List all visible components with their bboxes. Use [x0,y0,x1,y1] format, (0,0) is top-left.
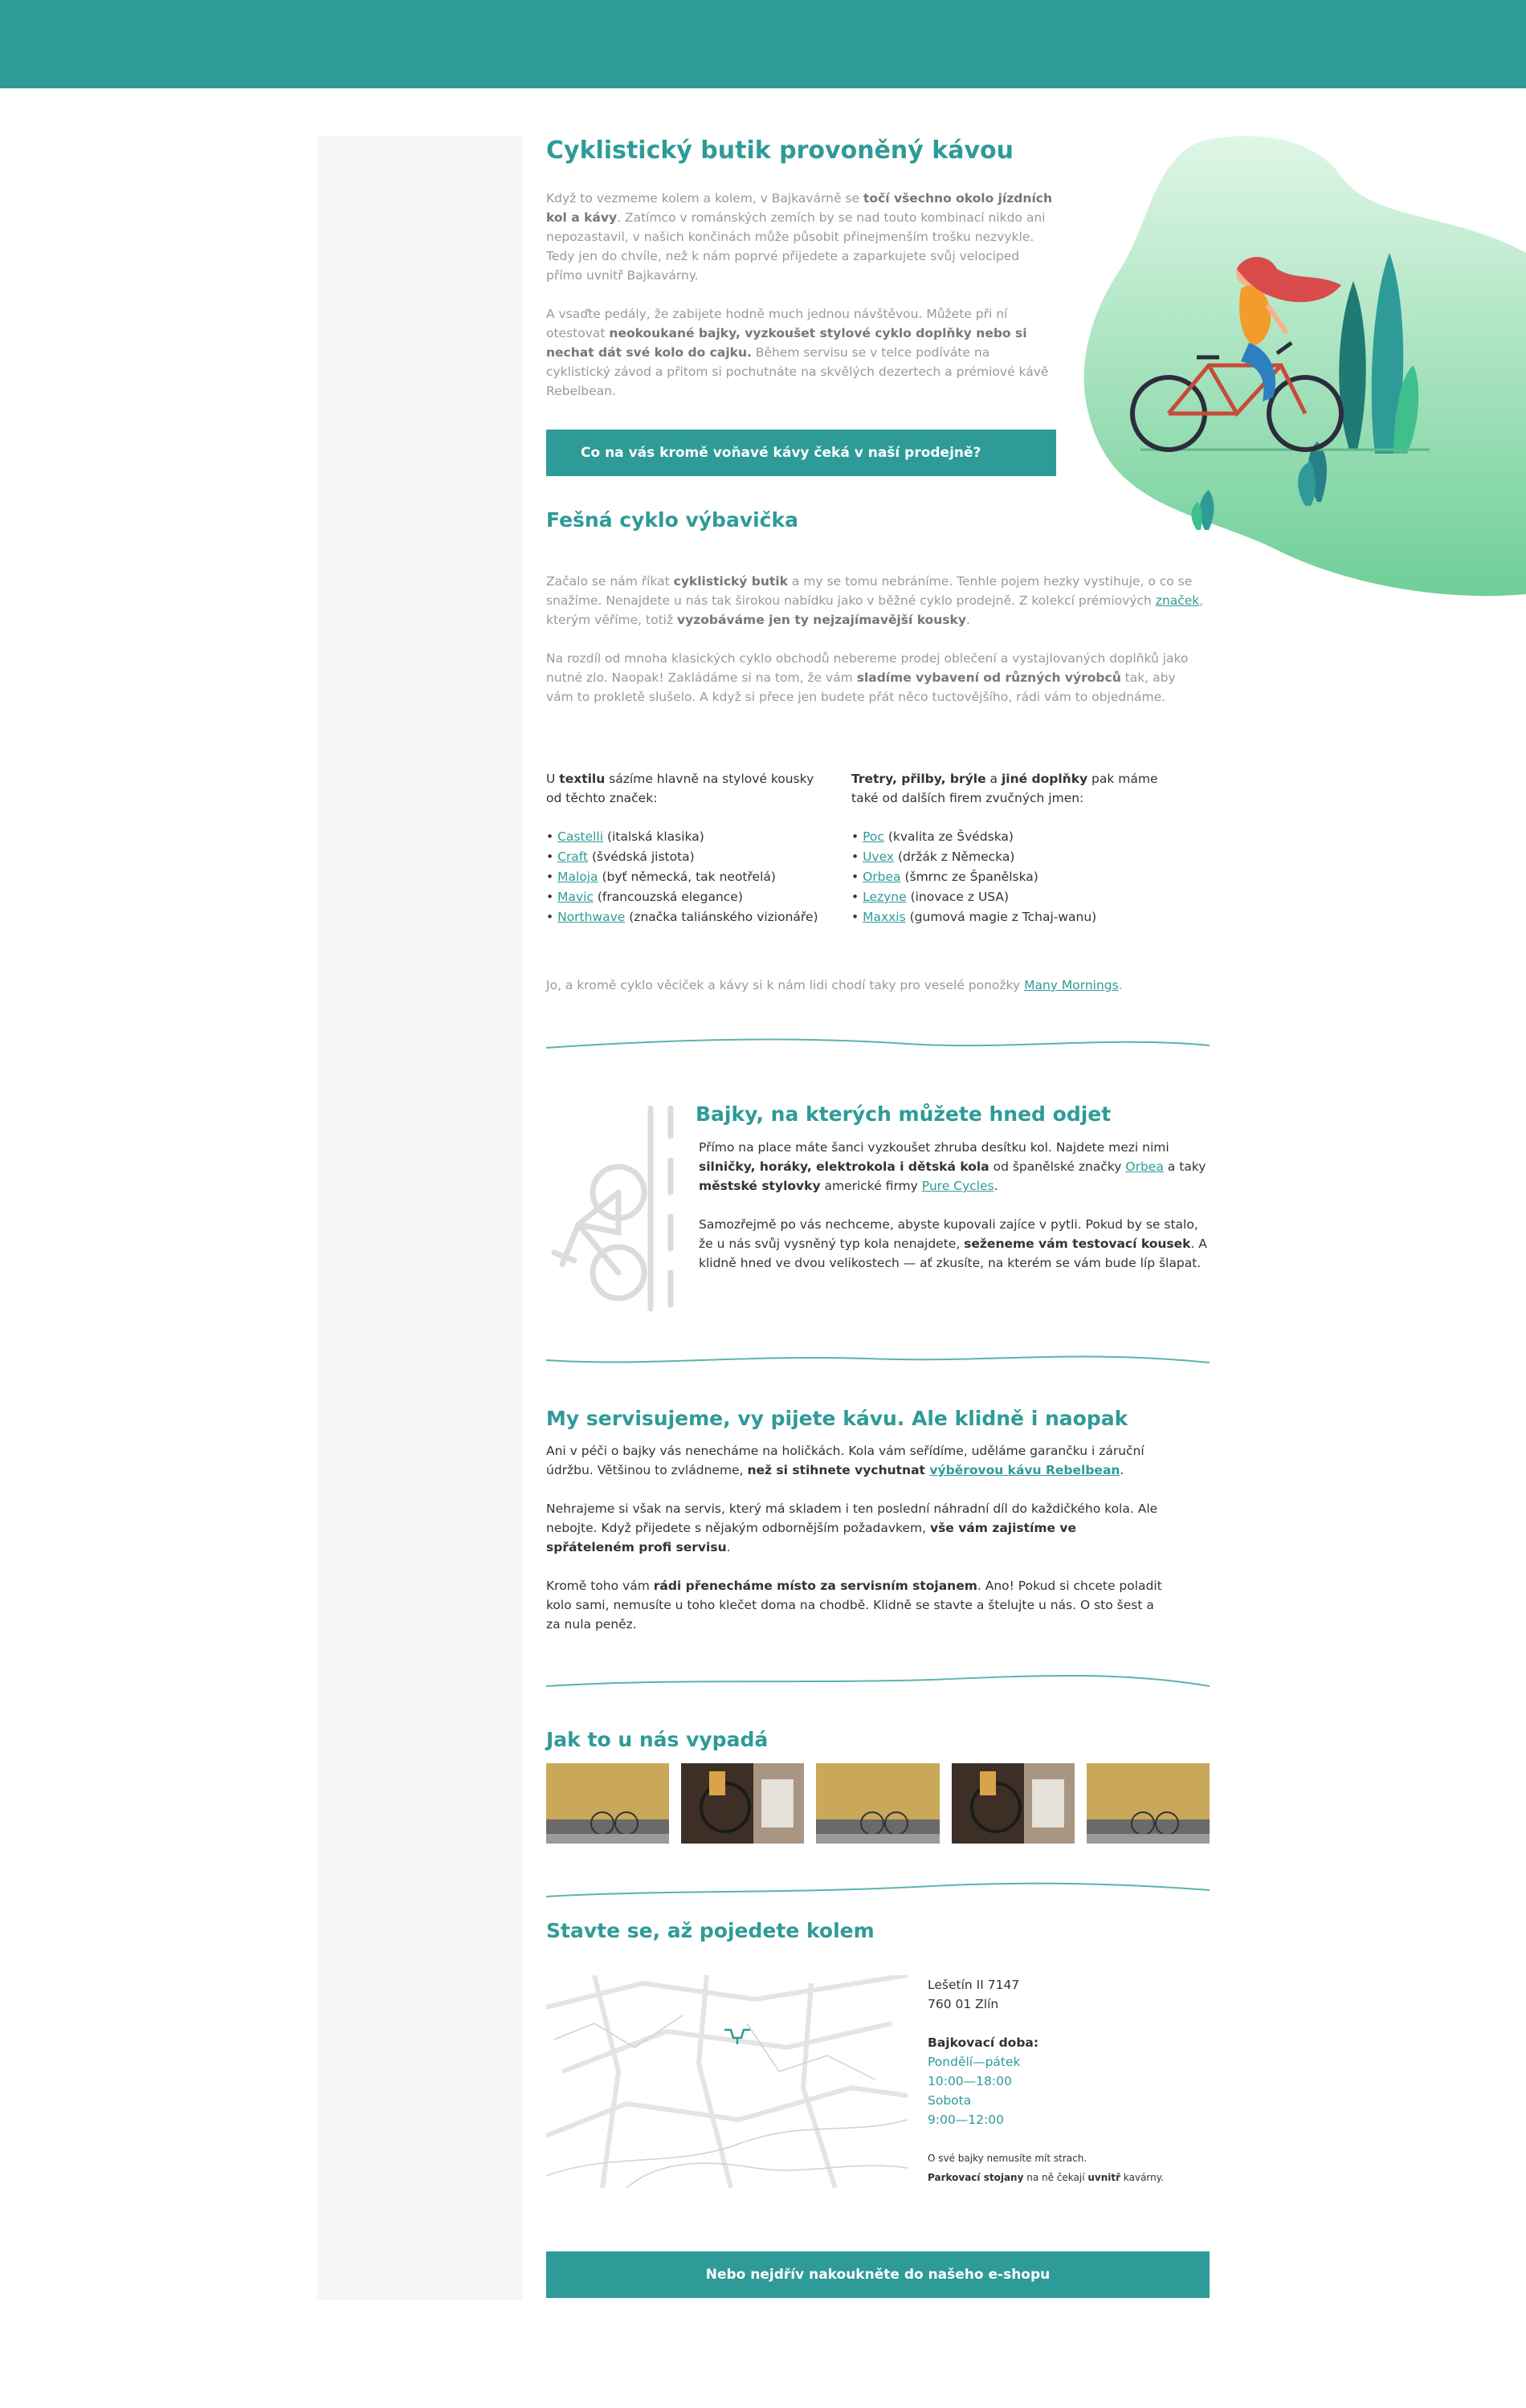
intro-paragraph-1: Když to vezmeme kolem a kolem, v Bajkavárně se točí všechno okolo jízdních kol a kávy. Zatímco v románských zemích by se nad touto kombinací nikdo ani nepozastavil, v našich končinách může působit přinejmenším trošku nezvykle. Tedy jen do chvíle, než k nám poprvé přijedete a zaparkujete svůj velociped přímo uvnitř Bajkavárny. [546,191,1052,283]
opening-time-weekday: 10:00—18:00 [928,2074,1012,2088]
visit-section-title: Stavte se, až pojedete kolem [546,1919,875,1942]
brand-list-item [546,847,827,867]
service-section-title: My servisujeme, vy pijete kávu. Ale klidně i naopak [546,1407,1128,1430]
brand-link[interactable]: Castelli [557,829,604,844]
service-paragraph-2: Nehrajeme si však na servis, který má skladem i ten poslední náhradní díl do každičkého kola. Ale nebojte. Když přijedete s nějakým odbornějším požadavkem, vše vám zajistíme ve spřáteleném profi servisu. [546,1501,1158,1554]
brands-link[interactable]: značek [1155,593,1200,608]
bullet: • [851,850,863,864]
wave-divider [546,1343,1210,1375]
address-line-1: Lešetín II 7147 [928,1978,1020,1992]
brand-description: (šmrnc ze Španělska) [900,870,1038,884]
brand-link[interactable]: Northwave [557,910,626,924]
brand-link[interactable]: Poc [863,829,884,844]
bike-parking-icon [546,1104,683,1313]
intro-text [546,189,1056,401]
brand-list-item [851,827,1173,847]
opening-days-weekday: Pondělí—pátek [928,2055,1021,2069]
parking-note-2: Parkovací stojany na ně čekají uvnitř kavárny. [928,2172,1164,2183]
brand-list-item [546,827,827,847]
intro-paragraph-2: A vsaďte pedály, že zabijete hodně much jednou návštěvou. Můžete při ní otestovat neokoukané bajky, vyzkoušet stylové cyklo doplňky nebo si nechat dát své kolo do cajku. Během servisu se v telce podíváte na cyklistický závod a přitom si pochutnáte na skvělých dezertech a prémiové kávě Rebelbean. [546,307,1049,398]
brand-description: (značka taliánského vizionáře) [625,910,818,924]
gallery-photo-shopfront[interactable] [816,1763,939,1844]
orbea-link[interactable]: Orbea [1125,1159,1164,1174]
bullet: • [851,910,863,924]
brand-description: (gumová magie z Tchaj-wanu) [905,910,1097,924]
bikes-section-title: Bajky, na kterých můžete hned odjet [696,1102,1112,1126]
rebelbean-link[interactable]: výběrovou kávu Rebelbean [929,1463,1120,1477]
wave-divider [546,1028,1210,1060]
brand-link[interactable]: Craft [557,850,589,864]
many-mornings-link[interactable]: Many Mornings [1024,978,1119,992]
gear-text [546,572,1205,707]
brand-description: (francouzská elegance) [593,890,743,904]
bullet: • [851,890,863,904]
brand-list-item [546,887,827,907]
gallery-photo-interior[interactable] [952,1763,1075,1844]
brand-link[interactable]: Maloja [557,870,598,884]
brand-link[interactable]: Uvex [863,850,895,864]
bullet: • [851,829,863,844]
service-paragraph-1: Ani v péči o bajky vás nenecháme na holičkách. Kola vám seřídíme, uděláme garančku i záruční údržbu. Většinou to zvládneme, než si stihnete vychutnat výběrovou kávu Rebelbean. [546,1444,1144,1477]
service-paragraph-3: Kromě toho vám rádi přenecháme místo za servisním stojanem. Ano! Pokud si chcete poladit kolo sami, nemusíte u toho klečet doma na chodbě. Klidně se stavte a štelujte u nás. O sto šest a za nula peněz. [546,1579,1162,1632]
top-header-bar [0,0,1526,88]
bullet: • [546,890,558,904]
bullet: • [851,870,863,884]
brand-description: (byť německá, tak neotřelá) [598,870,776,884]
page-title: Cyklistický butik provoněný kávou [546,136,1014,165]
brand-description: (švédská jistota) [588,850,695,864]
pure-cycles-link[interactable]: Pure Cycles [921,1179,994,1193]
bikes-paragraph-1: Přímo na place máte šanci vyzkoušet zhruba desítku kol. Najdete mezi nimi silničky, horáky, elektrokola i dětská kola od španělské značky Orbea a taky městské stylovky americké firmy Pure Cycles. [699,1140,1206,1193]
opening-days-saturday: Sobota [928,2093,972,2108]
gallery-photo-interior[interactable] [681,1763,804,1844]
brand-list-item [851,907,1173,927]
brand-list-item [546,867,827,887]
textile-brands-column [546,769,827,927]
store-info-button[interactable]: Co na vás kromě voňavé kávy čeká v naší prodejně? [546,430,1056,476]
textile-brand-list [546,827,827,927]
brand-description: (italská klasika) [603,829,704,844]
textile-intro: U textilu sázíme hlavně na stylové kousky od těchto značek: [546,772,814,805]
gallery-photo-shopfront[interactable] [1087,1763,1210,1844]
sidebar-panel [317,136,522,2300]
wave-divider [546,1664,1210,1696]
brand-list-item [546,907,827,927]
opening-hours-label: Bajkovací doba: [928,2035,1039,2050]
bikes-paragraph-2: Samozřejmě po vás nechceme, abyste kupovali zajíce v pytli. Pokud by se stalo, že u nás svůj vysněný typ kola nenajdete, seženeme vám testovací kousek. A klidně hned ve dvou velikostech — ať zkusíte, na kterém se vám bude líp šlapat. [699,1217,1207,1270]
service-text [546,1441,1165,1634]
brand-link[interactable]: Orbea [863,870,901,884]
bullet: • [546,910,558,924]
brand-link[interactable]: Maxxis [863,910,906,924]
bullet: • [546,850,558,864]
brand-link[interactable]: Lezyne [863,890,907,904]
wave-divider [546,1872,1210,1905]
gear-paragraph-2: Na rozdíl od mnoha klasických cyklo obchodů nebereme prodej oblečení a vystajlovaných doplňků jako nutné zlo. Naopak! Zakládáme si na tom, že vám sladíme vybavení od různých výrobců tak, aby vám to prokletě slušelo. A když si přece jen budete přát něco tuctovějšího, rádi vám to objednáme. [546,651,1189,704]
brand-list-item [851,867,1173,887]
bikes-text [699,1138,1209,1273]
photo-gallery [546,1763,1210,1844]
brand-list-item [851,887,1173,907]
brand-description: (inovace z USA) [906,890,1010,904]
gallery-section-title: Jak to u nás vypadá [546,1728,769,1751]
brand-description: (držák z Německa) [894,850,1015,864]
accessory-intro: Tretry, přilby, brýle a jiné doplňky pak máme také od dalších firem zvučných jmen: [851,772,1158,805]
parking-note-1: O své bajky nemusíte mít strach. [928,2153,1087,2164]
brand-description: (kvalita ze Švédska) [883,829,1014,844]
bullet: • [546,870,558,884]
cyclist-illustration [1076,132,1526,598]
gear-section-title: Fešná cyklo výbavička [546,508,799,532]
location-map[interactable] [546,1975,908,2188]
accessory-brand-list [851,827,1173,927]
eshop-button[interactable]: Nebo nejdřív nakoukněte do našeho e-shopu [546,2251,1210,2298]
accessory-brands-column [851,769,1173,927]
contact-info [928,1975,1201,2187]
gear-paragraph-1: Začalo se nám říkat cyklistický butik a my se tomu nebráníme. Tenhle pojem hezky vystihuje, o co se snažíme. Nenajdete u nás tak širokou nabídku jako v běžné cyklo prodejně. Z kolekcí prémiových značek, kterým věříme, totiž vyzobáváme jen ty nejzajímavější kousky. [546,574,1204,627]
bullet: • [546,829,558,844]
gallery-photo-shopfront[interactable] [546,1763,669,1844]
brand-list-item [851,847,1173,867]
brand-link[interactable]: Mavic [557,890,594,904]
opening-time-saturday: 9:00—12:00 [928,2113,1004,2127]
address-line-2: 760 01 Zlín [928,1997,999,2011]
socks-note: Jo, a kromě cyklo věciček a kávy si k nám lidi chodí taky pro veselé ponožky Many Mornings. [546,978,1123,992]
